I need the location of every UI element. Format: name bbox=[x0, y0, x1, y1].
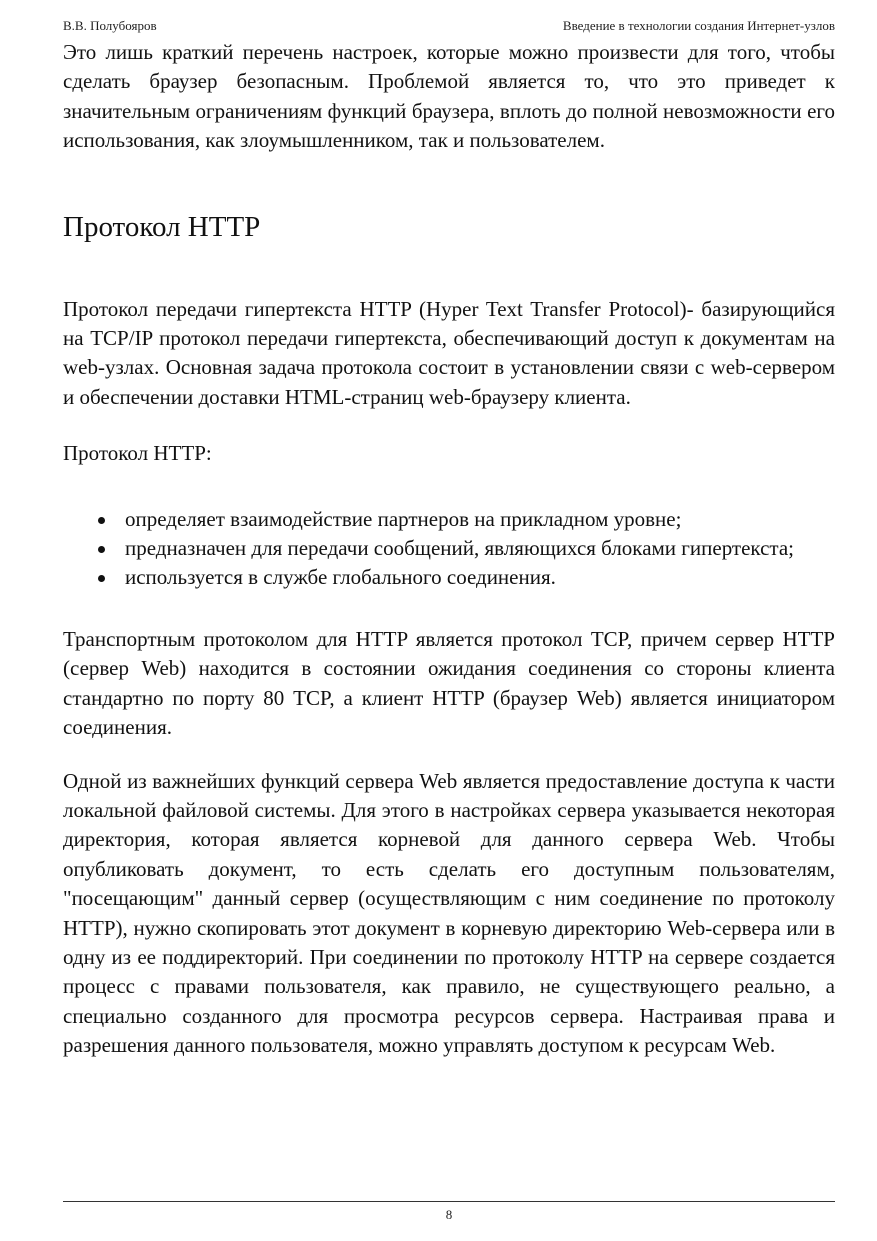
transport-paragraph: Транспортным протоколом для HTTP является протокол TCP, причем сервер HTTP (сервер Web) находится в состоянии ожидания соединения со стороны клиента стандартно по порту 80 TCP, а клиент HTTP (браузер Web) является инициатором соединения. bbox=[63, 626, 835, 740]
header-author: В.В. Полубояров bbox=[63, 18, 157, 33]
http-description-paragraph: Протокол передачи гипертекста HTTP (Hyper Text Transfer Protocol)- базирующийся на TCP/IP протокол передачи гипертекста, обеспечивающий доступ к документам на web-узлах. Основная задача протокола состоит в установлении связи с web-сервером и обеспечении доставки HTML-страниц web-браузеру клиента. bbox=[63, 296, 835, 409]
http-list-intro: Протокол HTTP: bbox=[63, 441, 212, 466]
list-item-text: предназначен для передачи сообщений, являющихся блоками гипертекста; bbox=[125, 536, 795, 561]
list-item-text: используется в службе глобального соединения. bbox=[125, 565, 556, 590]
list-item bbox=[63, 534, 835, 563]
page-number: 8 bbox=[445, 1207, 453, 1222]
list-item-text: определяет взаимодействие партнеров на прикладном уровне; bbox=[125, 506, 682, 531]
intro-paragraph: Это лишь краткий перечень настроек, которые можно произвести для того, чтобы сделать браузер безопасным. Проблемой является то, что это приведет к значительным ограничениям функций браузера, вплоть до полной невозможности его использования, как злоумышленником, так и пользователем. bbox=[63, 40, 835, 153]
http-features-list bbox=[63, 505, 835, 593]
footer-divider bbox=[63, 1201, 835, 1202]
list-item bbox=[63, 505, 835, 534]
page-content bbox=[63, 38, 835, 1061]
section-heading: Протокол HTTP bbox=[63, 210, 261, 243]
header-document-title: Введение в технологии создания Интернет-узлов bbox=[562, 18, 835, 33]
bullet-icon bbox=[98, 546, 105, 553]
page-header bbox=[63, 17, 835, 35]
bullet-icon bbox=[98, 517, 105, 524]
bullet-icon bbox=[98, 575, 105, 582]
list-item bbox=[63, 563, 835, 592]
server-paragraph: Одной из важнейших функций сервера Web является предоставление доступа к части локальной файловой системы. Для этого в настройках сервера указывается некоторая директория, которая является корневой для данного сервера Web. Чтобы опубликовать документ, то есть сделать его доступным пользователям, "посещающим" данный сервер (осуществляющим с ним соединение по протоколу HTTP), нужно скопировать этот документ в корневую директорию Web-сервера или в одну из ее поддиректорий. При соединении по протоколу HTTP на сервере создается процесс с правами пользователя, как правило, не существующего реально, а специально созданного для просмотра ресурсов сервера. Настраивая права и разрешения данного пользователя, можно управлять доступом к ресурсам Web. bbox=[63, 768, 835, 1058]
